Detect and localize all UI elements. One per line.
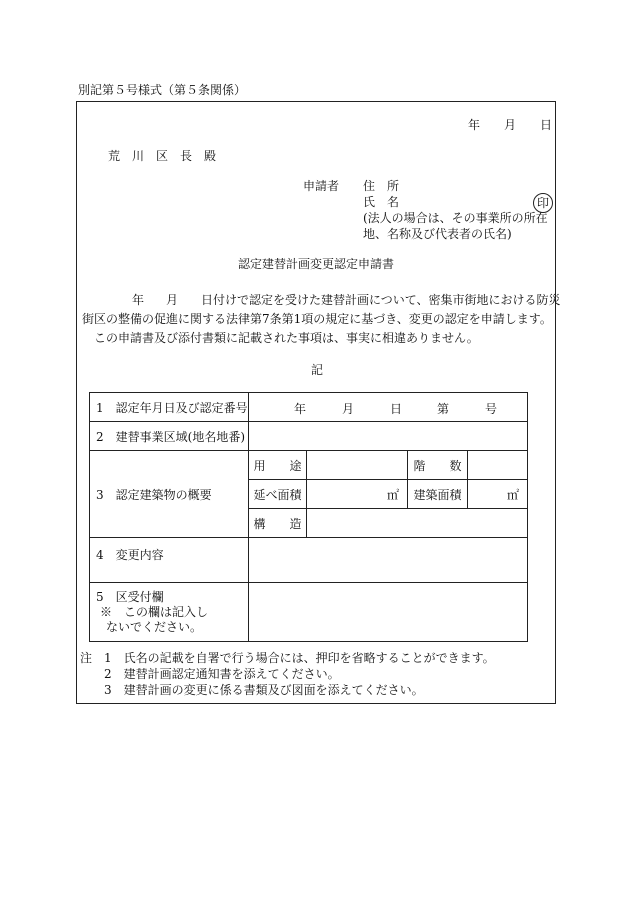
row5-line2: ※ この欄は記入し xyxy=(100,604,209,619)
row1-value[interactable] xyxy=(249,393,528,422)
table-row xyxy=(90,451,528,480)
application-table xyxy=(89,392,528,642)
note-1: 1 氏名の記載を自署で行う場合には、押印を省略することができます。 xyxy=(104,651,495,665)
form-title: 認定建替計画変更認定申請書 xyxy=(238,257,395,271)
youto-label: 用 途 xyxy=(249,451,307,480)
notes-lead: 注 xyxy=(80,651,93,665)
row2-label: 2 建替事業区域(地名地番) xyxy=(90,422,249,451)
body-year: 年 xyxy=(132,293,145,307)
nobe-unit: ㎡ xyxy=(386,487,399,502)
table-row xyxy=(90,538,528,583)
row5-line3: ないでください。 xyxy=(106,619,203,634)
date-day: 日 xyxy=(540,118,553,132)
row4-value[interactable] xyxy=(249,538,528,583)
approval-dai: 第 xyxy=(437,401,450,416)
row5-line1: 5 区受付欄 xyxy=(96,589,164,604)
date-year: 年 xyxy=(468,118,481,132)
row3-label: 3 認定建築物の概要 xyxy=(90,451,249,538)
approval-year: 年 xyxy=(294,401,307,416)
ki-heading: 記 xyxy=(311,363,324,377)
name-label: 氏 名 xyxy=(363,195,400,209)
approval-month: 月 xyxy=(342,401,355,416)
kenchiku-value[interactable] xyxy=(468,480,528,509)
row1-label: 1 認定年月日及び認定番号 xyxy=(90,393,249,422)
table-row xyxy=(90,393,528,422)
body-line1: 日付けで認定を受けた建替計画について、密集市街地における防災 xyxy=(201,293,561,307)
table-row xyxy=(90,583,528,642)
applicant-label: 申請者 xyxy=(303,179,340,193)
row4-label: 4 変更内容 xyxy=(90,538,249,583)
youto-value[interactable] xyxy=(307,451,408,480)
body-line3: この申請書及び添付書類に記載された事項は、事実に相違ありません。 xyxy=(94,331,479,345)
nobe-label: 延べ面積 xyxy=(249,480,307,509)
address-label: 住 所 xyxy=(363,179,400,193)
note-3: 3 建替計画の変更に係る書類及び図面を添えてください。 xyxy=(104,683,424,697)
seal-mark: 印 xyxy=(533,193,553,213)
row2-value[interactable] xyxy=(249,422,528,451)
kaisu-label: 階 数 xyxy=(408,451,468,480)
kozo-value[interactable] xyxy=(307,509,528,538)
corporate-note-line2: 地、名称及び代表者の氏名) xyxy=(363,227,512,241)
approval-day: 日 xyxy=(390,401,403,416)
form-number-label: 別記第５号様式（第５条関係） xyxy=(78,83,247,97)
date-month: 月 xyxy=(504,118,517,132)
kaisu-value[interactable] xyxy=(468,451,528,480)
kenchiku-unit: ㎡ xyxy=(506,487,519,502)
kenchiku-label: 建築面積 xyxy=(408,480,468,509)
nobe-value[interactable] xyxy=(307,480,408,509)
body-line2: 街区の整備の促進に関する法律第7条第1項の規定に基づき、変更の認定を申請します。 xyxy=(82,312,552,326)
row5-label xyxy=(90,583,249,642)
table-row xyxy=(90,422,528,451)
row5-value[interactable] xyxy=(249,583,528,642)
approval-go: 号 xyxy=(485,401,498,416)
note-2: 2 建替計画認定通知書を添えてください。 xyxy=(104,667,340,681)
corporate-note-line1: (法人の場合は、その事業所の所在 xyxy=(363,211,548,225)
kozo-label: 構 造 xyxy=(249,509,307,538)
body-month: 月 xyxy=(166,293,179,307)
addressee: 荒 川 区 長 殿 xyxy=(108,149,217,163)
